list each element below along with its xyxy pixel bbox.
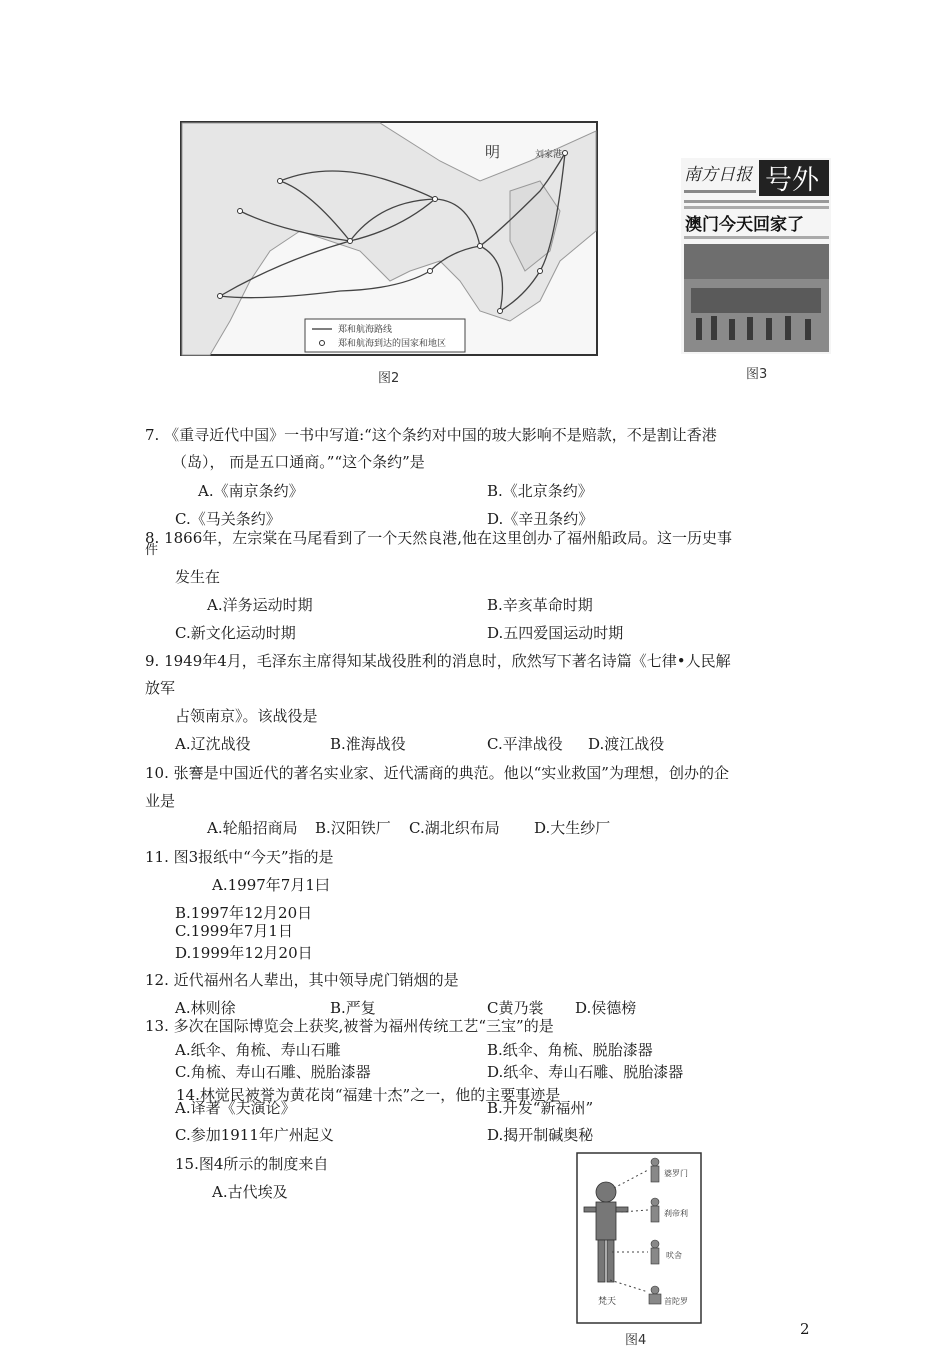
caste-label-kshatriya: 刹帝利 [664,1209,688,1218]
figure-3-newspaper [681,158,831,354]
q7-stem-line1: 7. 《重寻近代中国》一书中写道:“这个条约对中国的玻大影响不是赔款，不是割让香港 [145,426,717,444]
q10-option-b: B.汉阳铁厂 [315,819,391,837]
q13-option-b: B.纸伞、角梳、脱胎漆器 [487,1041,653,1059]
q8-stem-line1b: 件 [145,543,159,558]
q9-stem-line3: 占领南京》。该战役是 [175,707,318,725]
caste-label-brahmin: 婆罗门 [664,1169,688,1178]
q8-option-d: D.五四爱国运动时期 [487,624,624,642]
q10-option-a: A.轮船招商局 [207,819,298,837]
legend-place-label: 郑和航海到达的国家和地区 [338,339,447,349]
figure-3-caption: 图3 [746,367,768,382]
q14-option-c: C.参加1911年广州起义 [175,1126,334,1144]
q10-option-d: D.大生纱厂 [534,819,611,837]
caste-label-shudra: 首陀罗 [664,1297,688,1306]
q10-stem-line2: 业是 [145,792,176,810]
q15-option-a: A.古代埃及 [212,1183,288,1201]
q11-option-a: A.1997年7月1曰 [212,876,330,894]
newspaper-image [681,158,831,354]
q8-stem-line1: 8. 1866年，左宗棠在马尾看到了一个天然良港,他在这里创办了福州船政局。这一历史事 [145,529,733,547]
caste-system-illustration [576,1152,702,1324]
q14-option-a: A.译著《天演论》 [175,1099,296,1117]
q14-option-b: B.开发“新福州” [487,1099,594,1117]
q8-option-a: A.洋务运动时期 [207,596,313,614]
q8-option-b: B.辛亥革命时期 [487,596,593,614]
q11-option-d: D.1999年12月20日 [175,944,313,962]
caste-label-vaishya: 吠舍 [666,1251,682,1260]
q7-stem-line2: （岛）， 而是五口通商。”“这个条约”是 [172,453,425,471]
brahma-label: 梵天 [598,1297,617,1307]
q14-stem-line1: 14.林觉民被誉为黄花岗“福建十杰”之一，他的主要事迹是 [176,1086,561,1104]
q9-option-a: A.辽沈战役 [175,735,251,753]
q9-stem-line2: 放军 [145,679,176,697]
q13-option-c: C.角梳、寿山石雕、脱胎漆器 [175,1063,371,1081]
figure-2-caption: 图2 [378,371,400,386]
page-number: 2 [800,1320,810,1338]
q9-option-c: C.平津战役 [487,735,563,753]
q15-stem-line1: 15.图4所示的制度来自 [175,1155,329,1173]
q12-option-b: B.严复 [330,999,376,1017]
q10-option-c: C.湖北织布局 [409,819,500,837]
q12-option-a: A.林则徐 [175,999,236,1017]
q7-option-b: B.《北京条约》 [487,482,593,500]
q7-option-c: C.《马关条约》 [175,510,281,528]
q7-option-d: D.《辛丑条约》 [487,510,594,528]
newspaper-masthead: 南方日报 [684,165,752,185]
q12-stem-line1: 12. 近代福州名人辈出，其中领导虎门销烟的是 [145,971,459,989]
q11-stem-line1: 11. 图3报纸中“今天”指的是 [145,848,334,866]
q14-option-d: D.揭开制碱奥秘 [487,1126,594,1144]
newspaper-extra-label: 号外 [765,165,819,196]
q12-option-d: D.侯德榜 [575,999,637,1017]
q9-stem-line1: 9. 1949年4月，毛泽东主席得知某战役胜利的消息时，欣然写下著名诗篇《七律•人民解 [145,652,731,670]
map-label-liujiagang: 刘家港 [535,150,563,160]
q13-stem-line1: 13. 多次在国际博览会上获奖,被誉为福州传统工艺“三宝”的是 [145,1017,554,1035]
q8-stem-line2: 发生在 [175,568,221,586]
figure-4-caste-diagram [576,1152,702,1324]
q12-option-c: C黄乃裳 [487,999,544,1017]
q11-option-c: C.1999年7月1日 [175,922,293,940]
q13-option-d: D.纸伞、寿山石雕、脱胎漆器 [487,1063,684,1081]
figure-4-caption: 图4 [625,1333,647,1348]
q9-option-b: B.淮海战役 [330,735,406,753]
q7-option-a: A.《南京条约》 [198,482,304,500]
legend-route-label: 郑和航海路线 [338,325,393,335]
q9-option-d: D.渡江战役 [588,735,665,753]
zheng-he-route-map [180,121,598,356]
q10-stem-line1: 10. 张謇是中国近代的著名实业家、近代濡商的典范。他以“实业救国”为理想，创办的企 [145,764,729,782]
q13-option-a: A.纸伞、角梳、寿山石雕 [175,1041,341,1059]
map-label-ming: 明 [485,143,501,161]
figure-2-map [180,121,598,356]
q11-option-b: B.1997年12月20日 [175,904,313,922]
q8-option-c: C.新文化运动时期 [175,624,296,642]
newspaper-headline: 澳门今天回家了 [685,215,804,235]
